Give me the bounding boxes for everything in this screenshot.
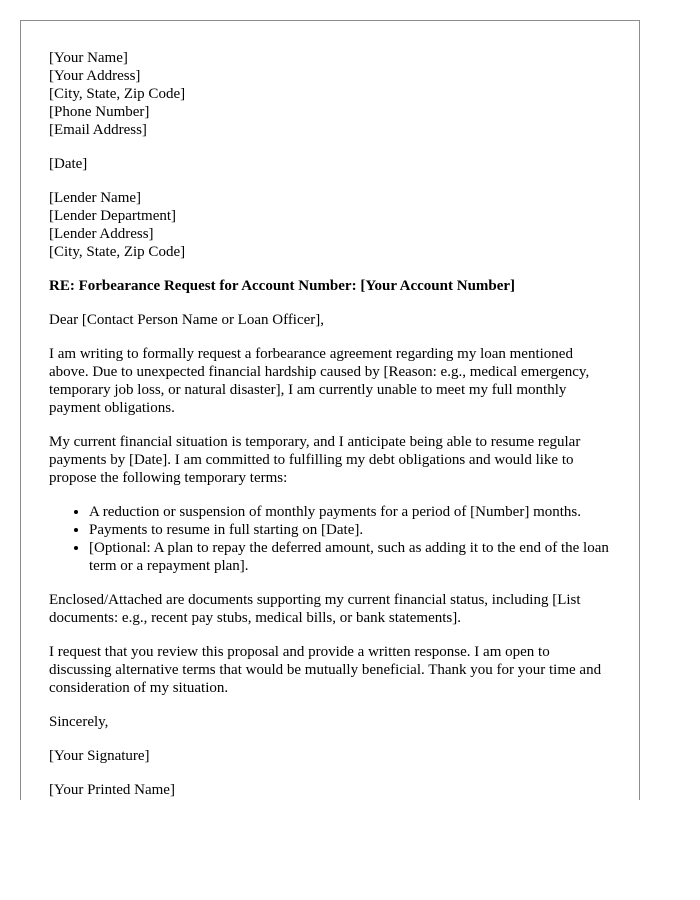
signature-line: [Your Signature] [49, 748, 150, 764]
date-block [49, 155, 639, 173]
letter-page [20, 20, 640, 800]
terms-list-item: • A reduction or suspension of monthly payments for a period of [Number] months. [89, 503, 609, 521]
sender-email: [Email Address] [49, 122, 147, 138]
sender-address: [Your Address] [49, 68, 141, 84]
sender-block [49, 49, 639, 139]
recipient-block [49, 189, 639, 261]
terms-list-item: • [Optional: A plan to repay the deferred amount, such as adding it to the end of the loan term or a repayment plan]. [89, 539, 609, 575]
recipient-city-state-zip: [City, State, Zip Code] [49, 244, 186, 260]
letter-date: [Date] [49, 156, 88, 172]
sender-name: [Your Name] [49, 50, 128, 66]
sender-phone: [Phone Number] [49, 104, 150, 120]
printed-name-line: [Your Printed Name] [49, 782, 175, 798]
subject-line: RE: Forbearance Request for Account Number: [Your Account Number] [49, 278, 516, 294]
terms-list-item: • Payments to resume in full starting on [Date]. [89, 521, 609, 539]
sender-city-state-zip: [City, State, Zip Code] [49, 86, 186, 102]
body-paragraph-4: I request that you review this proposal and provide a written response. I am open to discussing alternative terms that would be mutually beneficial. Thank you for your time and consideration of my situation. [49, 644, 602, 696]
sign-off: Sincerely, [49, 714, 109, 730]
recipient-address: [Lender Address] [49, 226, 154, 242]
body-paragraph-3: Enclosed/Attached are documents supporting my current financial status, including [List documents: e.g., recent pay stubs, medical bills, or bank statements]. [49, 592, 581, 626]
salutation: Dear [Contact Person Name or Loan Officer], [49, 312, 325, 328]
body-paragraph-1: I am writing to formally request a forbearance agreement regarding my loan mentioned above. Due to unexpected financial hardship caused by [Reason: e.g., medical emergency, temporary job loss, or natural disaster], I am currently unable to meet my full monthly payment obligations. [49, 346, 590, 416]
recipient-department: [Lender Department] [49, 208, 177, 224]
body-paragraph-2: My current financial situation is temporary, and I anticipate being able to resume regular payments by [Date]. I am committed to fulfilling my debt obligations and would like to propose the following temporary terms: [49, 434, 581, 486]
terms-list [49, 503, 639, 575]
recipient-name: [Lender Name] [49, 190, 142, 206]
